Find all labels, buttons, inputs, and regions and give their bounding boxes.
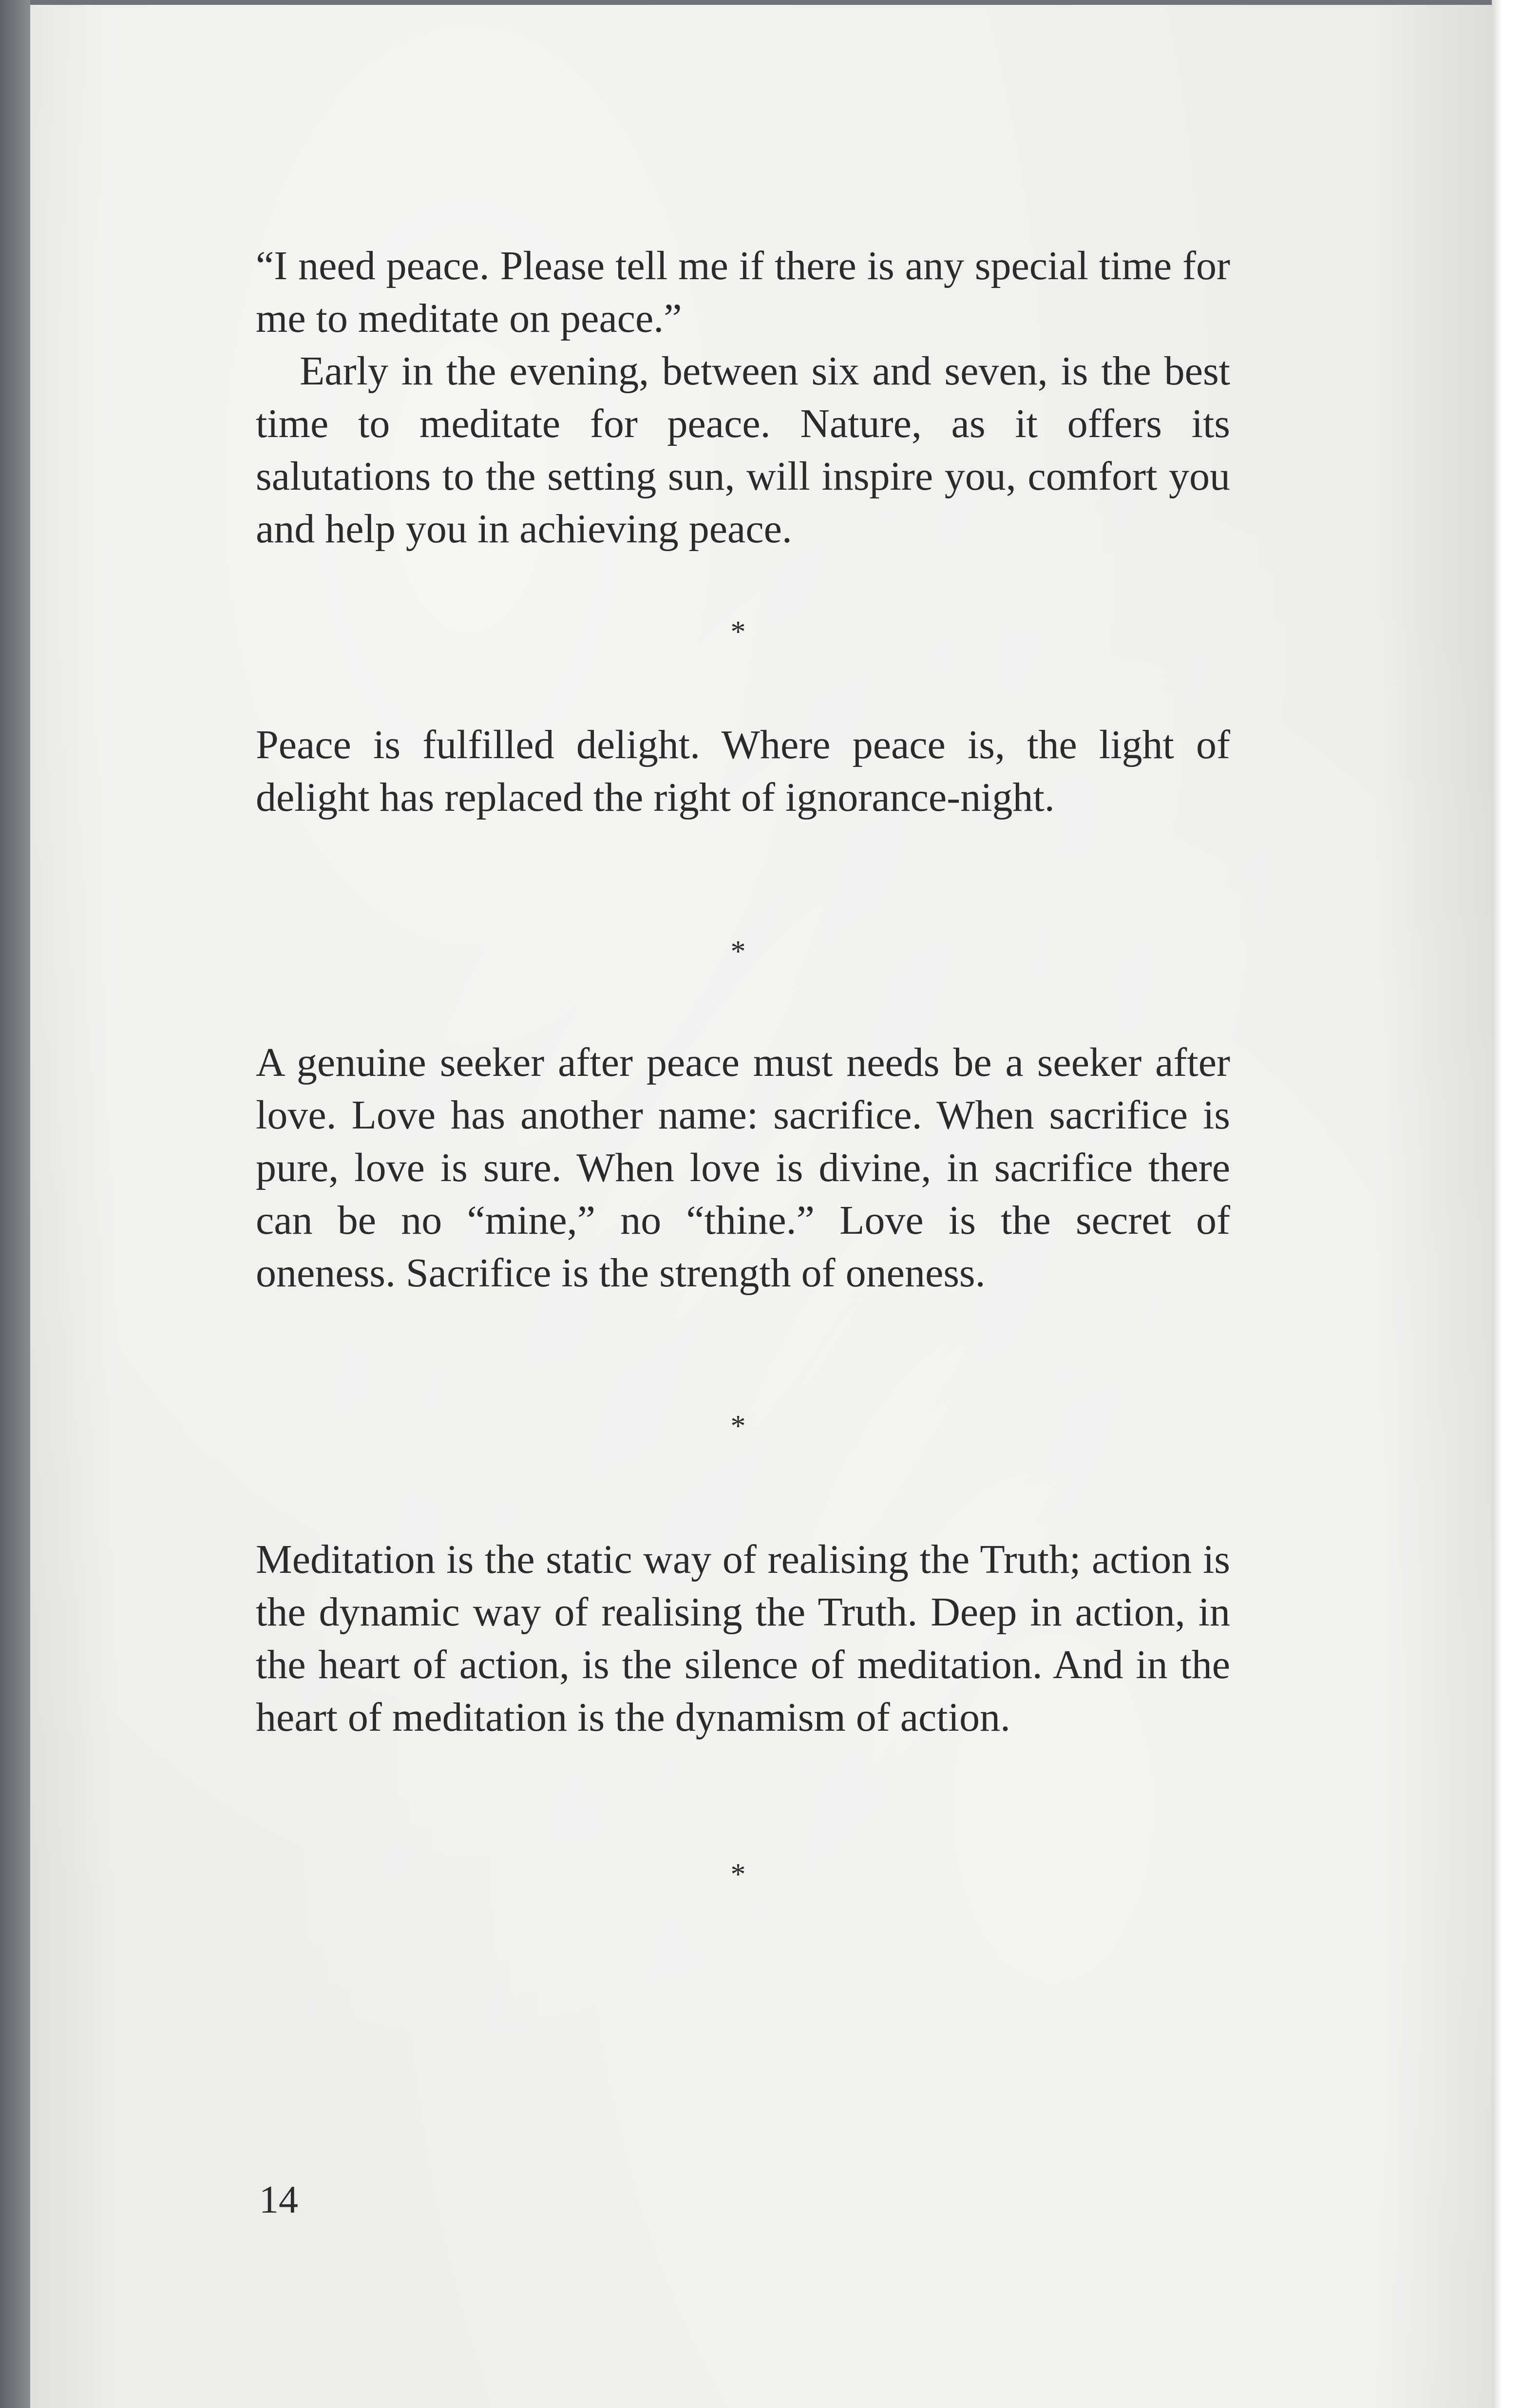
section-separator: *: [730, 1410, 746, 1443]
section-separator: *: [730, 615, 746, 649]
page-number: 14: [259, 2179, 298, 2221]
peace-delight-paragraph: Peace is fulfilled delight. Where peace is, the light of delight has replaced the right of ignorance-night.: [256, 722, 1230, 820]
seeker-love-paragraph: A genuine seeker after peace must needs be a seeker after love. Love has another name: sacrifice. When sacrifice is pure, love is sure. When love is divine, in sacrifice there can be no “mine,” no “thine.” Love is the secret of oneness. Sacrifice is the strength of oneness.: [256, 1040, 1230, 1296]
page-right-edge: [1492, 0, 1522, 2408]
section-separator: *: [730, 1858, 746, 1891]
section-separator: *: [730, 935, 746, 968]
meditation-action-paragraph: Meditation is the static way of realising the Truth; action is the dynamic way of realising the Truth. Deep in action, in the heart of action, is the silence of meditation. And in the heart of meditation is the dynamism of action.: [256, 1537, 1230, 1740]
page-left-shadow: [0, 0, 30, 2408]
question-paragraph: “I need peace. Please tell me if there is any special time for me to meditate on peace.”: [256, 243, 1230, 341]
answer-paragraph: Early in the evening, between six and seven, is the best time to meditate for peace. Nature, as it offers its salutations to the setting sun, will inspire you, comfort you and help you in achieving peace.: [256, 348, 1230, 552]
